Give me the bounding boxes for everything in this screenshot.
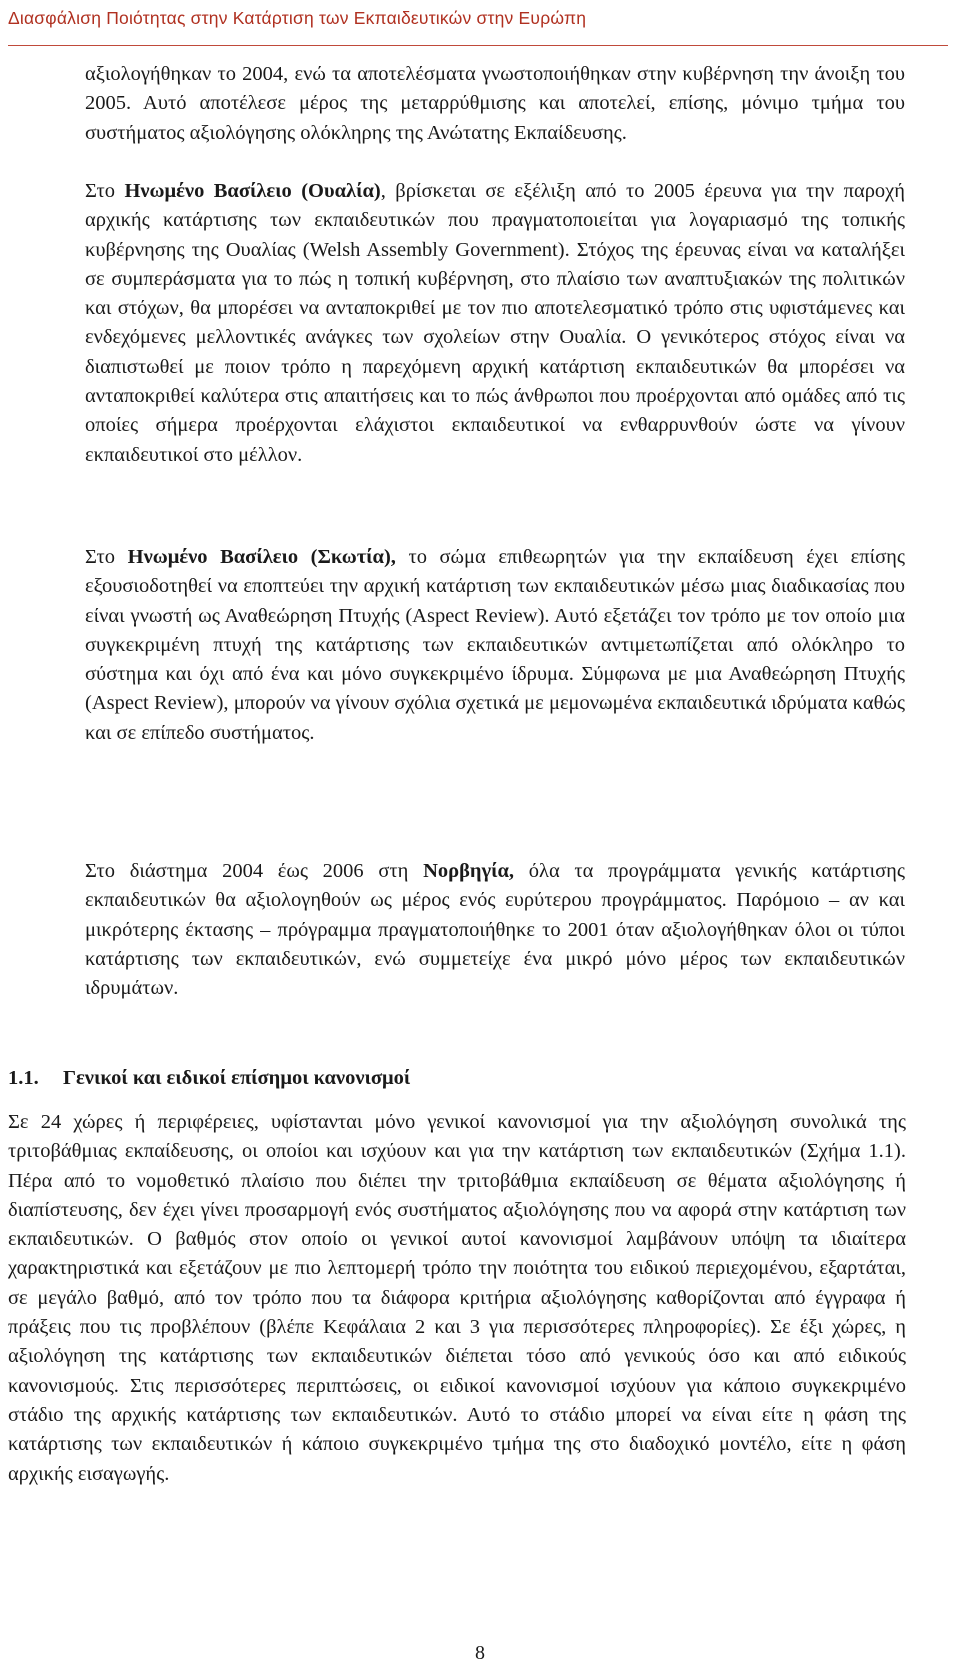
paragraph-intro: Στο — [85, 546, 128, 568]
paragraph-intro: Στο — [85, 180, 125, 202]
country-name: Ηνωμένο Βασίλειο (Ουαλία) — [124, 180, 381, 202]
header-rule — [8, 45, 948, 46]
paragraph-body: όλα τα προγράμματα γενικής κατάρτισης εκπαιδευτικών θα αξιολογηθούν ως μέρος ενός ευρύτερου προγράμματος. Παρόμοιο – αν και μικρότερης έκτασης – πρόγραμμα πραγματοποιήθηκε το 2001 όταν αξιολογήθηκαν όλοι οι τύποι κατάρτισης των εκπαιδευτικών, ενώ συμμετείχε ένα μικρό μόνο μέρος των εκπαιδευτικών ιδρυμάτων. — [85, 860, 905, 1000]
paragraph-body: το σώμα επιθεωρητών για την εκπαίδευση έχει επίσης εξουσιοδοτηθεί να εποπτεύει την αρχική κατάρτιση των εκπαιδευτικών μέσω μιας διαδικασίας που είναι γνωστή ως Αναθεώρηση Πτυχής (Aspect Review). Αυτό εξετάζει τον τρόπο με τον οποίο μια συγκεκριμένη πτυχή της κατάρτισης των εκπαιδευτικών αντιμετωπίζεται από ολόκληρο το σύστημα και όχι από ένα και μόνο συγκεκριμένο ίδρυμα. Σύμφωνα με μια Αναθεώρηση Πτυχής (Aspect Review), μπορούν να γίνουν σχόλια σχετικά με μεμονωμένα εκπαιδευτικά ιδρύματα καθώς και σε επίπεδο συστήματος. — [85, 546, 905, 744]
paragraph-sweden-continued — [85, 60, 905, 148]
section-title: Γενικοί και ειδικοί επίσημοι κανονισμοί — [63, 1067, 411, 1089]
section-number: 1.1. — [8, 1067, 39, 1089]
paragraph-text — [85, 543, 905, 748]
country-name: Ηνωμένο Βασίλειο (Σκωτία), — [127, 546, 396, 568]
country-name: Νορβηγία, — [423, 860, 515, 882]
paragraph-norway — [85, 857, 905, 1003]
running-header: Διασφάλιση Ποιότητας στην Κατάρτιση των Εκπαιδευτικών στην Ευρώπη — [8, 8, 587, 28]
paragraph-text — [85, 177, 905, 470]
paragraph-text: αξιολογήθηκαν το 2004, ενώ τα αποτελέσματα γνωστοποιήθηκαν στην κυβέρνηση την άνοιξη του 2005. Αυτό αποτέλεσε μέρος της μεταρρύθμισης και αποτελεί, επίσης, μόνιμο τμήμα του συστήματος αξιολόγησης ολόκληρης της Ανώτατης Εκπαίδευσης. — [85, 63, 905, 144]
paragraph-intro: Στο διάστημα 2004 έως 2006 στη — [85, 860, 424, 882]
page-number: 8 — [475, 1642, 485, 1664]
section-heading — [8, 1067, 410, 1090]
paragraph-text: Σε 24 χώρες ή περιφέρειες, υφίστανται μόνο γενικοί κανονισμοί για την αξιολόγηση συνολικά της τριτοβάθμιας εκπαίδευσης, οι οποίοι και ισχύουν και για την κατάρτιση των εκπαιδευτικών (Σχήμα 1.1). Πέρα από το νομοθετικό πλαίσιο που διέπει την τριτοβάθμια εκπαίδευση σε θέματα αξιολόγησης ή διαπίστευσης, δεν έχει γίνει προσαρμογή ενός συστήματος αξιολόγησης που να αφορά στην κατάρτιση των εκπαιδευτικών. Ο βαθμός στον οποίο οι γενικοί αυτοί κανονισμοί λαμβάνουν υπόψη τα ιδιαίτερα χαρακτηριστικά και εξετάζουν με πιο λεπτομερή τρόπο την ποιότητα του ειδικού περιεχομένου, εξαρτάται, σε μεγάλο βαθμό, από τον τρόπο που τα διάφορα κριτήρια αξιολόγησης καθορίζονται από έγγραφα ή πράξεις που τις προβλέπουν (βλέπε Κεφάλαια 2 και 3 για περισσότερες πληροφορίες). Σε έξι χώρες, η αξιολόγηση της κατάρτισης των εκπαιδευτικών διέπεται τόσο από γενικούς όσο και από ειδικούς κανονισμούς. Στις περισσότερες περιπτώσεις, οι ειδικοί κανονισμοί ισχύουν για κάποιο συγκεκριμένο στάδιο της αρχικής κατάρτισης των εκπαιδευτικών. Αυτό το στάδιο μπορεί να είναι είτε η φάση της κατάρτισης των εκπαιδευτικών ή κάποιο συγκεκριμένο τμήμα της στο διαδοχικό μοντέλο, είτε η φάση αρχικής εισαγωγής. — [8, 1111, 906, 1485]
paragraph-body: , βρίσκεται σε εξέλιξη από το 2005 έρευνα για την παροχή αρχικής κατάρτισης των εκπαιδευτικών που πραγματοποιείται για λογαριασμό της τοπικής κυβέρνησης της Ουαλίας (Welsh Assembly Government). Στόχος της έρευνας είναι να καταλήξει σε συμπεράσματα για το πώς η τοπική κυβέρνηση, στο πλαίσιο των αναπτυξιακών της πολιτικών και στόχων, θα μπορέσει να ανταποκριθεί με τον πιο αποτελεσματικό τρόπο στις υφιστάμενες και ενδεχόμενες μελλοντικές ανάγκες των σχολείων στην Ουαλία. Ο γενικότερος στόχος είναι να διαπιστωθεί με ποιον τρόπο η παρεχόμενη αρχική κατάρτιση εκπαιδευτικών θα μπορέσει να ανταποκριθεί καλύτερα στις απαιτήσεις και το πώς άνθρωποι που προέρχονται από ομάδες από τις οποίες σήμερα προέρχονται ελάχιστοι εκπαιδευτικοί να ενθαρρυνθούν ώστε να γίνουν εκπαιδευτικοί στο μέλλον. — [85, 180, 905, 466]
section-body — [8, 1108, 906, 1489]
paragraph-text — [85, 857, 905, 1003]
paragraph-uk-wales — [85, 177, 905, 470]
paragraph-uk-scotland — [85, 543, 905, 748]
